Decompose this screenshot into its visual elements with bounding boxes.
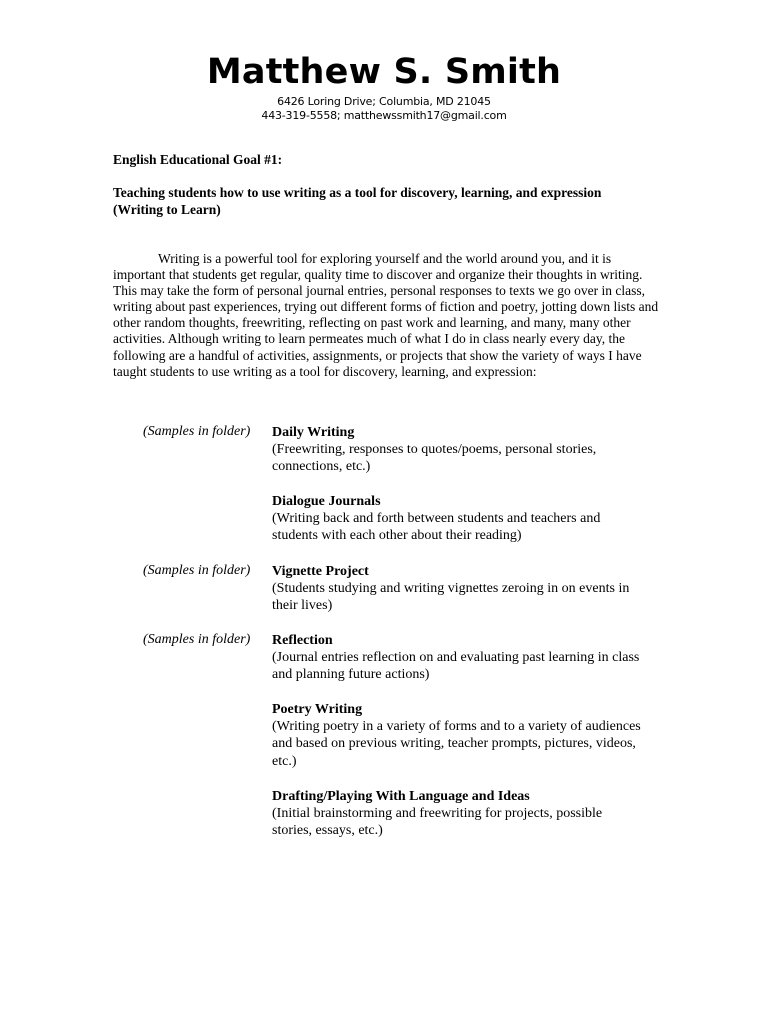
author-name: Matthew S. Smith xyxy=(206,52,562,92)
activity-title: Dialogue Journals xyxy=(272,494,381,509)
address-line: 6426 Loring Drive; Columbia, MD 21045 xyxy=(277,95,491,108)
activity-description: (Writing poetry in a variety of forms and to a variety of audiences and based on previous writing, teacher prompts, pictures, videos, etc.) xyxy=(272,719,641,769)
activity-vignette-project xyxy=(272,563,644,615)
samples-note: (Samples in folder) xyxy=(143,563,251,578)
phone-email-line: 443-319-5558; matthewssmith17@gmail.com xyxy=(261,109,507,122)
activity-daily-writing xyxy=(272,424,644,476)
goal-title: English Educational Goal #1: xyxy=(113,152,283,167)
activity-description: (Initial brainstorming and freewriting for projects, possible stories, essays, etc.) xyxy=(272,806,603,839)
activity-description: (Writing back and forth between students and teachers and students with each other about their reading) xyxy=(272,511,601,544)
samples-note: (Samples in folder) xyxy=(143,632,251,647)
intro-paragraph: Writing is a powerful tool for exploring yourself and the world around you, and it is important that students get regular, quality time to discover and organize their thoughts in writing. This may take the form of personal journal entries, personal responses to texts we go over in class, writing about past experiences, trying out different forms of fiction and poetry, jotting down lists and other random thoughts, freewriting, reflecting on past work and learning, and many, many other activities. Although writing to learn permeates much of what I do in class nearly every day, the following are a handful of activities, assignments, or projects that show the variety of ways I have taught students to use writing as a tool for discovery, learning, and expression: xyxy=(113,251,659,379)
activity-title: Vignette Project xyxy=(272,564,369,579)
activity-description: (Students studying and writing vignettes zeroing in on events in their lives) xyxy=(272,581,630,614)
activity-poetry-writing xyxy=(272,701,644,770)
goal-subtitle: Teaching students how to use writing as a tool for discovery, learning, and expression (Writing to Learn) xyxy=(113,185,602,217)
activity-title: Poetry Writing xyxy=(272,702,363,717)
samples-note: (Samples in folder) xyxy=(143,424,251,439)
activity-description: (Journal entries reflection on and evaluating past learning in class and planning future actions) xyxy=(272,650,640,683)
activity-title: Reflection xyxy=(272,633,333,648)
activity-title: Drafting/Playing With Language and Ideas xyxy=(272,789,530,804)
activity-drafting xyxy=(272,788,644,840)
activity-reflection xyxy=(272,632,644,684)
activity-description: (Freewriting, responses to quotes/poems, personal stories, connections, etc.) xyxy=(272,442,597,475)
activity-title: Daily Writing xyxy=(272,425,355,440)
activity-dialogue-journals xyxy=(272,493,644,545)
